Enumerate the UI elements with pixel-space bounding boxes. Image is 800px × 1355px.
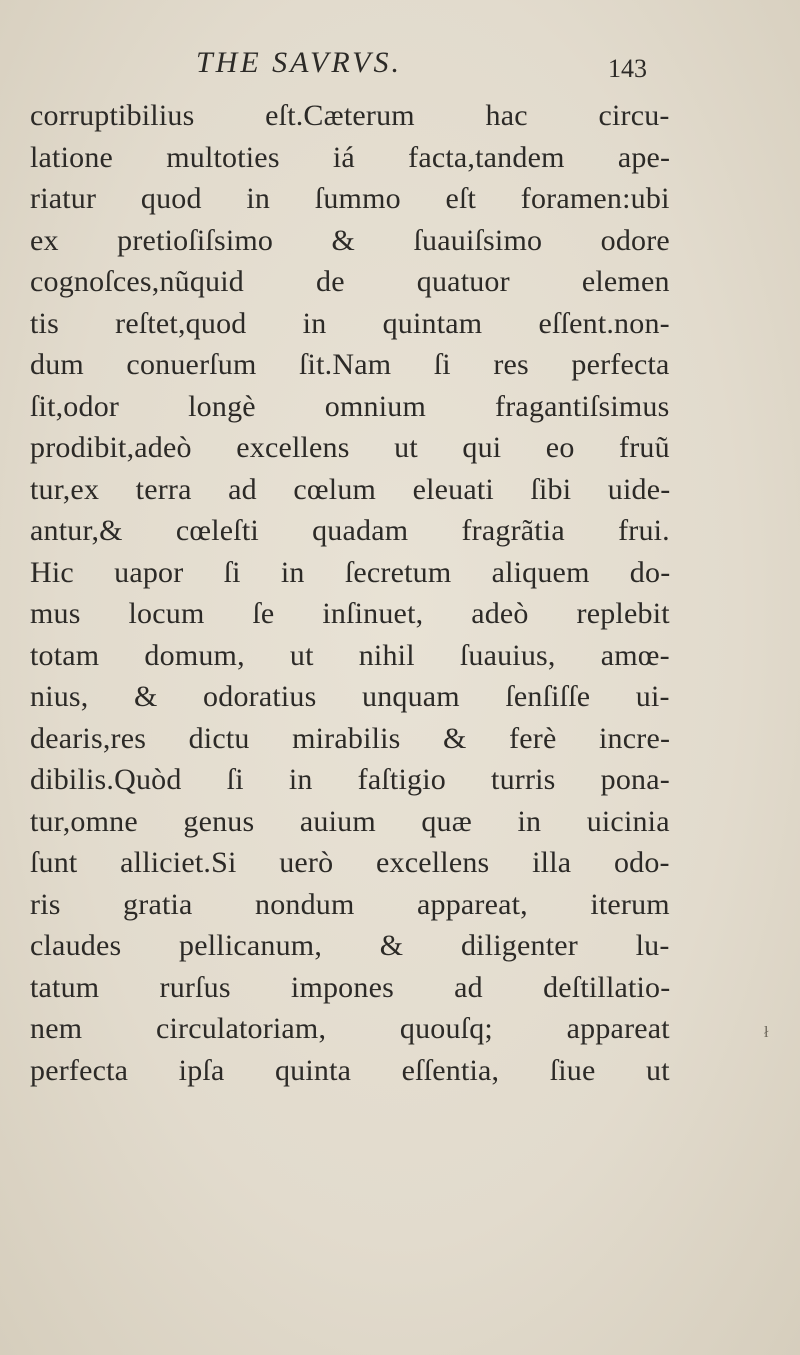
text-line: antur,& cœleſti quadam fragrãtia frui.: [30, 514, 670, 547]
text-line: ris gratia nondum appareat, iterum: [30, 887, 670, 921]
text-line: tatum rurſus impones ad deſtillatio-: [30, 970, 671, 1004]
running-title: THE SAVRVS.: [196, 46, 402, 79]
page-header: [0, 42, 800, 92]
text-line: tur,ex terra ad cœlum eleuati ſibi uide-: [30, 472, 671, 506]
text-line: ſunt alliciet.Si uerò excellens illa odo-: [30, 846, 670, 879]
text-line: nem circulatoriam, quouſq; appareat: [30, 1012, 670, 1045]
text-line: tis reſtet,quod in quintam eſſent.non-: [30, 306, 670, 340]
text-line: cognoſces,nũquid de quatuor elemen: [30, 265, 670, 298]
text-line: nius, & odoratius unquam ſenſiſſe ui-: [30, 680, 670, 713]
text-line: latione multoties iá facta,tandem ape-: [30, 140, 671, 174]
text-line: tur,omne genus auium quæ in uicinia: [30, 804, 670, 838]
text-line: prodibit,adeò excellens ut qui eo fruũ: [30, 431, 670, 464]
text-line: ex pretioſiſsimo & ſuauiſsimo odore: [30, 223, 670, 257]
text-line: perfecta ipſa quinta eſſentia, ſiue ut: [30, 1053, 670, 1087]
text-line: corruptibilius eſt.Cæterum hac circu-: [30, 99, 670, 132]
text-line: ſit,odor longè omnium fragantiſsimus: [30, 389, 670, 423]
page-number: 143: [608, 54, 647, 83]
text-line: dum conuerſum ſit.Nam ſi res perfecta: [30, 348, 670, 381]
text-line: totam domum, ut nihil ſuauius, amœ-: [30, 638, 670, 672]
text-line: dibilis.Quòd ſi in faſtigio turris pona-: [30, 763, 670, 796]
text-line: dearis,res dictu mirabilis & ferè incre-: [30, 721, 671, 755]
text-line: mus locum ſe inſinuet, adeò replebit: [30, 597, 670, 630]
text-line: claudes pellicanum, & diligenter lu-: [30, 929, 670, 962]
text-line: Hic uapor ſi in ſecretum aliquem do-: [30, 555, 671, 589]
text-line: riatur quod in ſummo eſt foramen:ubi: [30, 182, 670, 215]
body-text: [30, 95, 670, 1091]
margin-mark: ł: [764, 1024, 769, 1041]
